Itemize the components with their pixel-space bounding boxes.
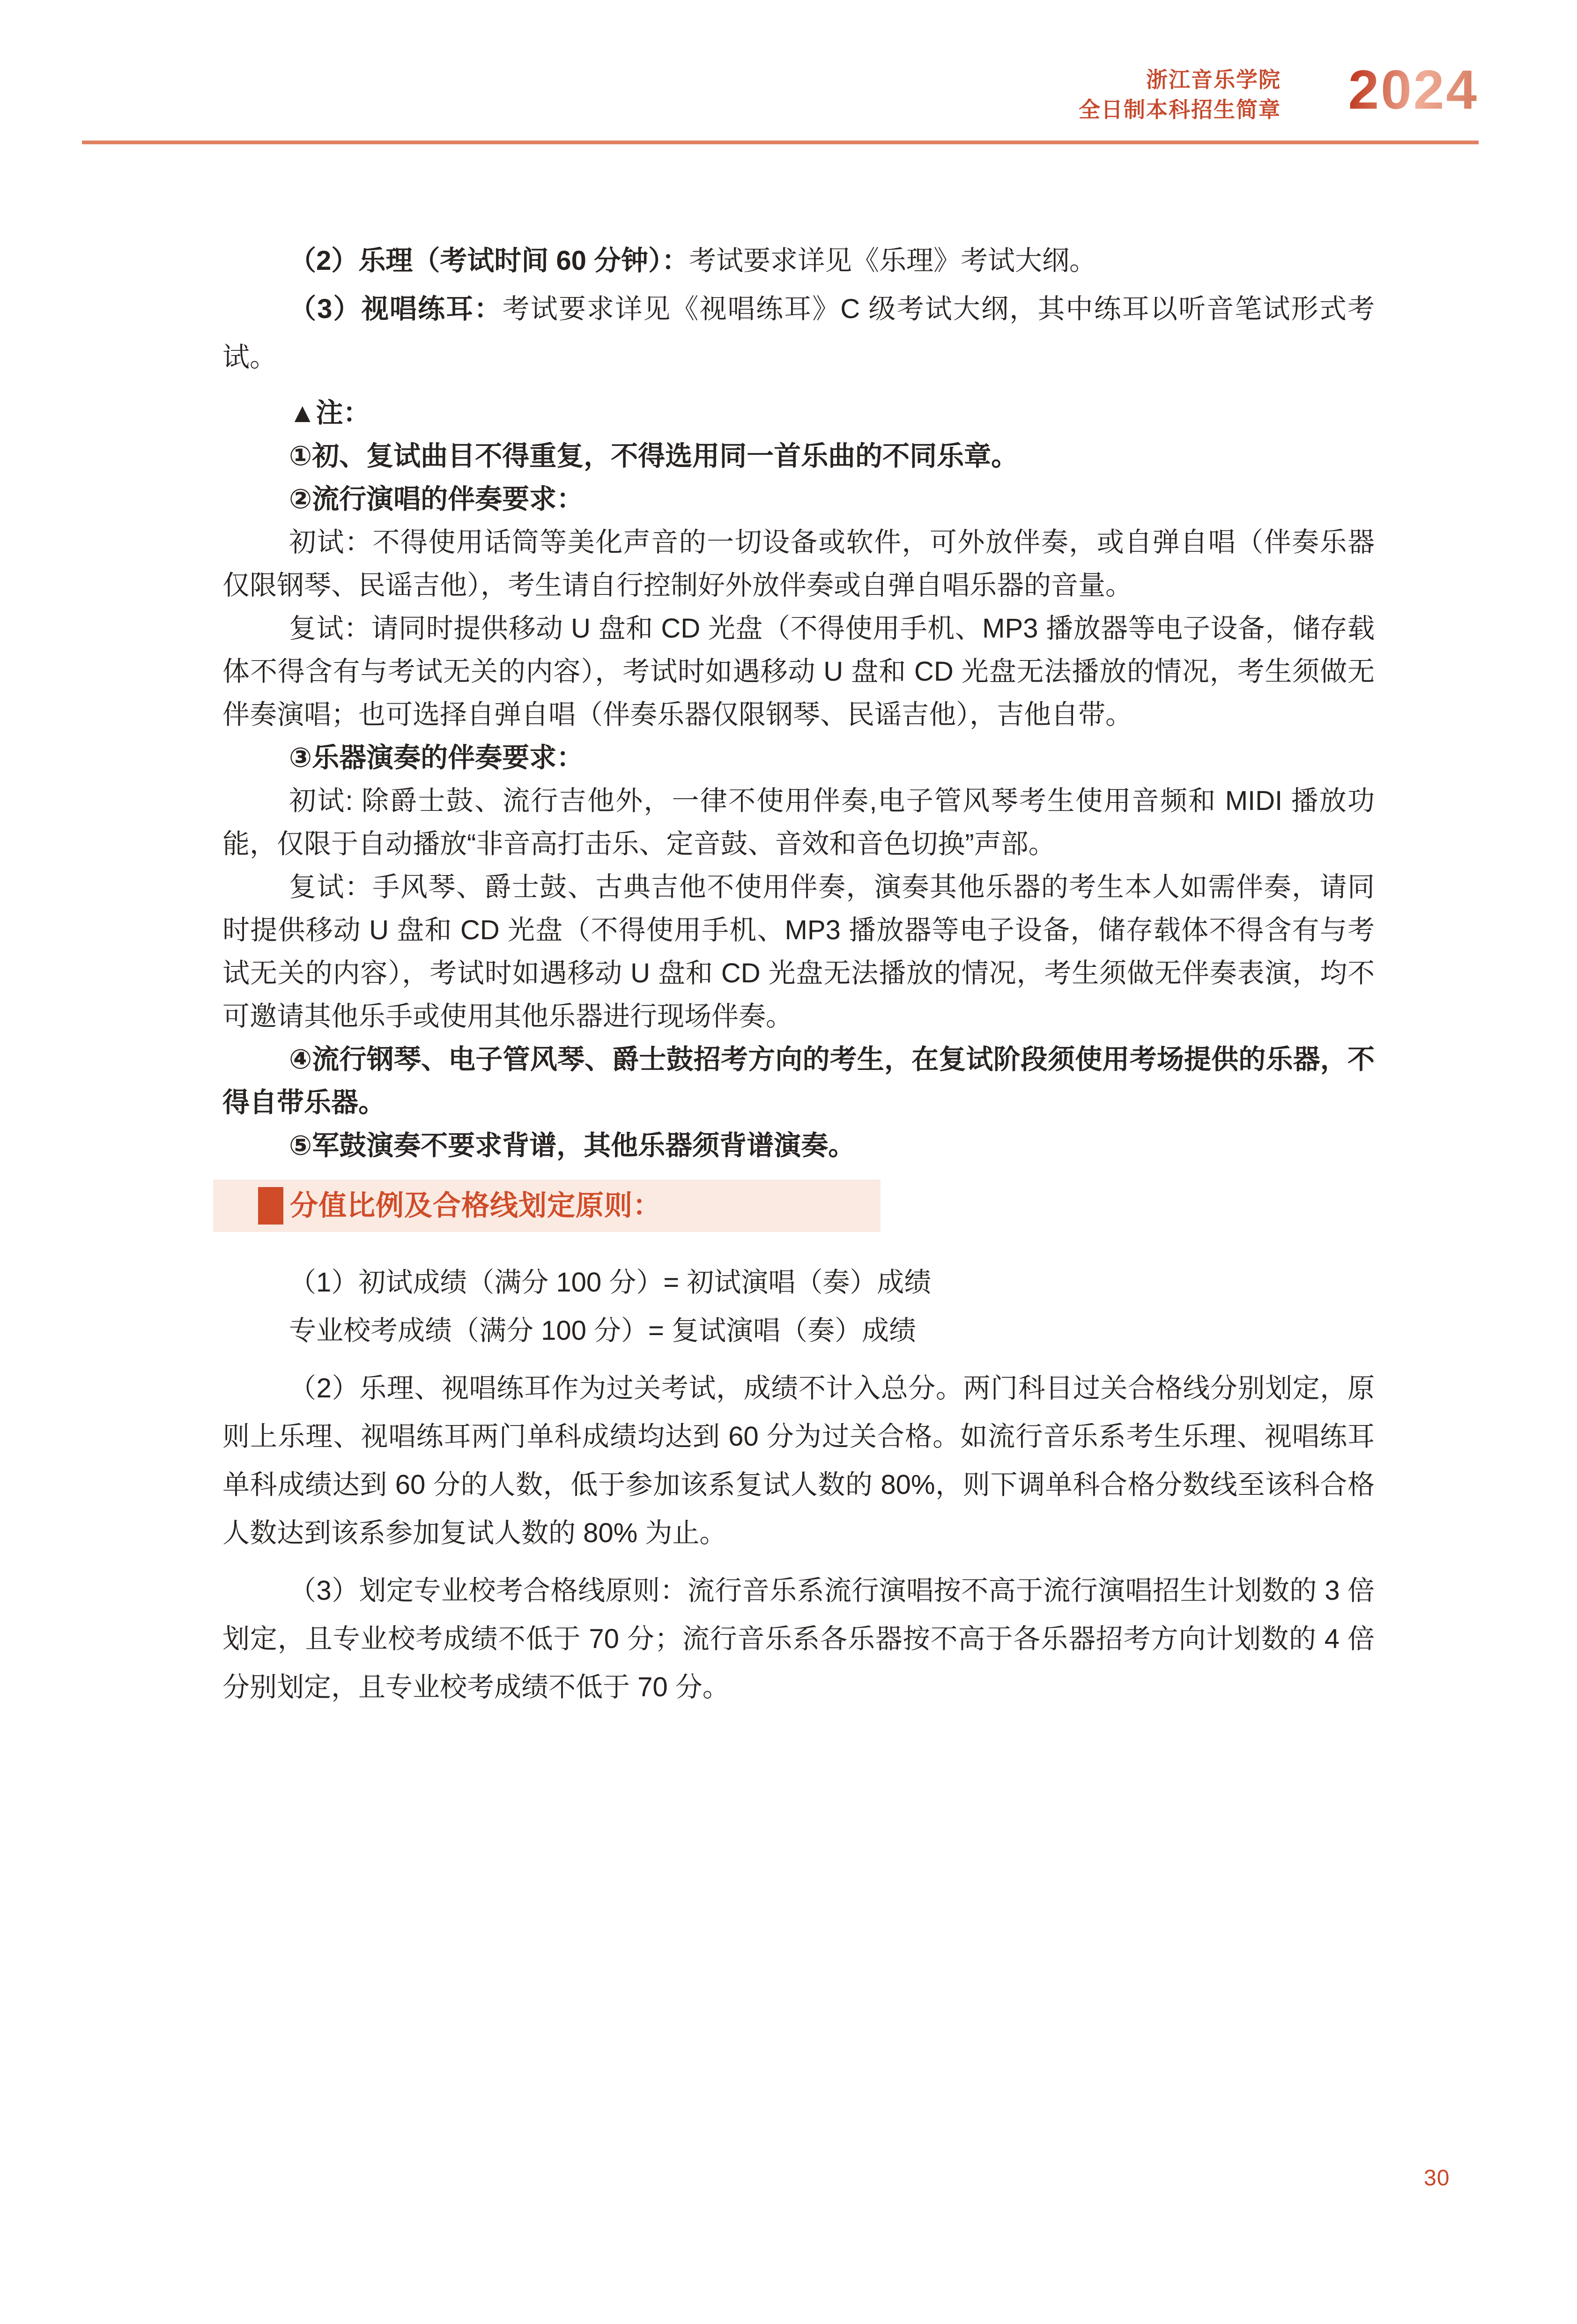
document-body	[222, 237, 1375, 1711]
paragraph-lead: （3）视唱练耳：	[289, 294, 503, 324]
paragraph-text: 考试要求详见《视唱练耳》C 级考试大纲，其中练耳以听音笔试形式考试。	[222, 294, 1375, 372]
paragraph-text: 专业校考成绩（满分 100 分）= 复试演唱（奏）成绩	[289, 1315, 916, 1346]
note-item-5	[222, 1124, 1375, 1167]
paragraph-text: 初试: 除爵士鼓、流行吉他外，一律不使用伴奏,电子管风琴考生使用音频和 MIDI 播放功能，仅限于自动播放“非音高打击乐、定音鼓、音效和音色切换”声部。	[222, 786, 1375, 859]
paragraph-text: ②流行演唱的伴奏要求：	[289, 484, 584, 514]
page-header	[1079, 65, 1281, 125]
note-detail	[222, 521, 1375, 607]
note-item-3	[222, 736, 1375, 780]
paragraph-lead: （2）乐理（考试时间 60 分钟）：	[289, 245, 689, 276]
page-number: 30	[1424, 2166, 1450, 2190]
paragraph-text: 初试：不得使用话筒等美化声音的一切设备或软件，可外放伴奏，或自弹自唱（伴奏乐器仅限钢琴、民谣吉他），考生请自行控制好外放伴奏或自弹自唱乐器的音量。	[222, 527, 1375, 601]
paragraph	[222, 285, 1375, 381]
note-detail	[222, 866, 1375, 1038]
note-item-2	[222, 478, 1375, 521]
note-heading	[222, 392, 1375, 435]
orange-square-bullet-icon	[258, 1187, 283, 1225]
formula-line-1	[222, 1258, 1375, 1307]
note-detail	[222, 607, 1375, 736]
school-name: 浙江音乐学院	[1146, 67, 1281, 92]
brochure-title: 全日制本科招生简章	[1079, 97, 1281, 122]
header-rule	[82, 141, 1479, 144]
paragraph-text: ④流行钢琴、电子管风琴、爵士鼓招考方向的考生，在复试阶段须使用考场提供的乐器，不得自带乐器。	[222, 1044, 1375, 1118]
paragraph	[222, 1364, 1375, 1557]
year-label: 2024	[1348, 59, 1479, 121]
paragraph-text: （1）初试成绩（满分 100 分）= 初试演唱（奏）成绩	[289, 1267, 932, 1298]
paragraph-text: 考试要求详见《乐理》考试大纲。	[689, 245, 1097, 276]
section-title: 分值比例及合格线划定原则：	[290, 1190, 661, 1221]
paragraph-text: （2）乐理、视唱练耳作为过关考试，成绩不计入总分。两门科目过关合格线分别划定，原则上乐理、视唱练耳两门单科成绩均达到 60 分为过关合格。如流行音乐系考生乐理、视唱练耳单科成绩达到 60 分的人数，低于参加该系复试人数的 80%，则下调单科合格分数线至该科合格人数达到该系参加复试人数的 80% 为止。	[222, 1373, 1375, 1548]
section-heading	[213, 1180, 881, 1232]
paragraph-text: ①初、复试曲目不得重复，不得选用同一首乐曲的不同乐章。	[289, 441, 1019, 471]
formula-line-2	[222, 1307, 1375, 1355]
paragraph	[222, 237, 1375, 285]
paragraph-text: （3）划定专业校考合格线原则：流行音乐系流行演唱按不高于流行演唱招生计划数的 3 倍划定，且专业校考成绩不低于 70 分；流行音乐系各乐器按不高于各乐器招考方向计划数的 4 倍分别划定，且专业校考成绩不低于 70 分。	[222, 1575, 1375, 1702]
paragraph-text: 复试：请同时提供移动 U 盘和 CD 光盘（不得使用手机、MP3 播放器等电子设备，储存载体不得含有与考试无关的内容），考试时如遇移动 U 盘和 CD 光盘无法播放的情况，考生须做无伴奏演唱；也可选择自弹自唱（伴奏乐器仅限钢琴、民谣吉他），吉他自带。	[222, 613, 1375, 730]
note-item-4	[222, 1038, 1375, 1124]
paragraph-text: ⑤军鼓演奏不要求背谱，其他乐器须背谱演奏。	[289, 1130, 856, 1161]
note-detail	[222, 780, 1375, 866]
paragraph-text: ③乐器演奏的伴奏要求：	[289, 742, 584, 773]
paragraph	[222, 1567, 1375, 1711]
note-item-1	[222, 435, 1375, 478]
paragraph-text: 复试：手风琴、爵士鼓、古典吉他不使用伴奏，演奏其他乐器的考生本人如需伴奏，请同时提供移动 U 盘和 CD 光盘（不得使用手机、MP3 播放器等电子设备，储存载体不得含有与考试无关的内容），考试时如遇移动 U 盘和 CD 光盘无法播放的情况，考生须做无伴奏表演，均不可邀请其他乐手或使用其他乐器进行现场伴奏。	[222, 872, 1375, 1032]
note-marker-and-label: ▲注：	[289, 398, 370, 428]
